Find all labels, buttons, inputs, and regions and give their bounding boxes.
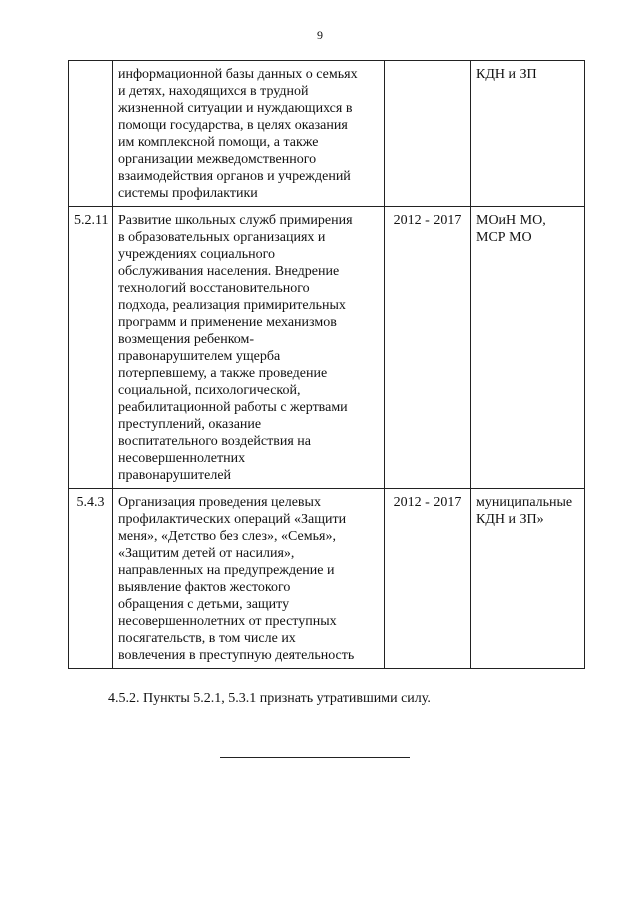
description-line: и детях, находящихся в трудной <box>118 84 309 99</box>
description-line: Организация проведения целевых <box>118 495 321 510</box>
responsible-line: муниципальные <box>476 495 573 510</box>
description-line: взаимодействия органов и учреждений <box>118 169 351 184</box>
responsible-line: КДН и ЗП» <box>476 512 544 527</box>
bottom-rule <box>220 757 410 758</box>
description-line: информационной базы данных о семьях <box>118 67 358 82</box>
item-responsible <box>471 207 585 489</box>
description-line: программ и применение механизмов <box>118 315 337 330</box>
program-table <box>68 60 585 669</box>
description-line: воспитательного воздействия на <box>118 434 311 449</box>
page-number: 9 <box>317 28 323 42</box>
item-responsible <box>471 489 585 669</box>
description-line: помощи государства, в целях оказания <box>118 118 348 133</box>
description-line: направленных на предупреждение и <box>118 563 335 578</box>
description-line: потерпевшему, а также проведение <box>118 366 328 381</box>
description-line: возмещения ребенком- <box>118 332 255 347</box>
description-line: им комплексной помощи, а также <box>118 135 319 150</box>
table-row <box>69 61 585 207</box>
item-description <box>113 61 385 207</box>
table-row <box>69 489 585 669</box>
description-line: социальной, психологической, <box>118 383 301 398</box>
description-line: организации межведомственного <box>118 152 317 167</box>
description-line: выявление фактов жестокого <box>118 580 291 595</box>
item-term: 2012 - 2017 <box>385 489 471 669</box>
responsible-line: МСР МО <box>476 230 532 245</box>
description-line: учреждениях социального <box>118 247 275 262</box>
footer-note: 4.5.2. Пункты 5.2.1, 5.3.1 признать утратившими силу. <box>108 691 431 706</box>
description-line: подхода, реализация примирительных <box>118 298 346 313</box>
description-line: несовершеннолетних <box>118 451 246 466</box>
table-body <box>69 61 585 669</box>
description-line: меня», «Детство без слез», «Семья», <box>118 529 336 544</box>
table-row <box>69 207 585 489</box>
description-line: «Защитим детей от насилия», <box>118 546 295 561</box>
description-line: Развитие школьных служб примирения <box>118 213 353 228</box>
responsible-line: КДН и ЗП <box>476 67 537 82</box>
responsible-line: МОиН МО, <box>476 213 546 228</box>
item-term <box>385 61 471 207</box>
description-line: профилактических операций «Защити <box>118 512 347 527</box>
description-line: преступлений, оказание <box>118 417 262 432</box>
item-number: 5.2.11 <box>69 207 113 489</box>
description-line: правонарушителем ущерба <box>118 349 281 364</box>
description-line: обслуживания населения. Внедрение <box>118 264 340 279</box>
item-description <box>113 207 385 489</box>
description-line: посягательств, в том числе их <box>118 631 296 646</box>
item-responsible <box>471 61 585 207</box>
description-line: системы профилактики <box>118 186 258 201</box>
description-line: правонарушителей <box>118 468 232 483</box>
item-term: 2012 - 2017 <box>385 207 471 489</box>
description-line: несовершеннолетних от преступных <box>118 614 337 629</box>
description-line: жизненной ситуации и нуждающихся в <box>118 101 353 116</box>
item-number: 5.4.3 <box>69 489 113 669</box>
description-line: в образовательных организациях и <box>118 230 326 245</box>
description-line: вовлечения в преступную деятельность <box>118 648 355 663</box>
description-line: обращения с детьми, защиту <box>118 597 290 612</box>
item-number <box>69 61 113 207</box>
item-description <box>113 489 385 669</box>
description-line: реабилитационной работы с жертвами <box>118 400 348 415</box>
description-line: технологий восстановительного <box>118 281 310 296</box>
